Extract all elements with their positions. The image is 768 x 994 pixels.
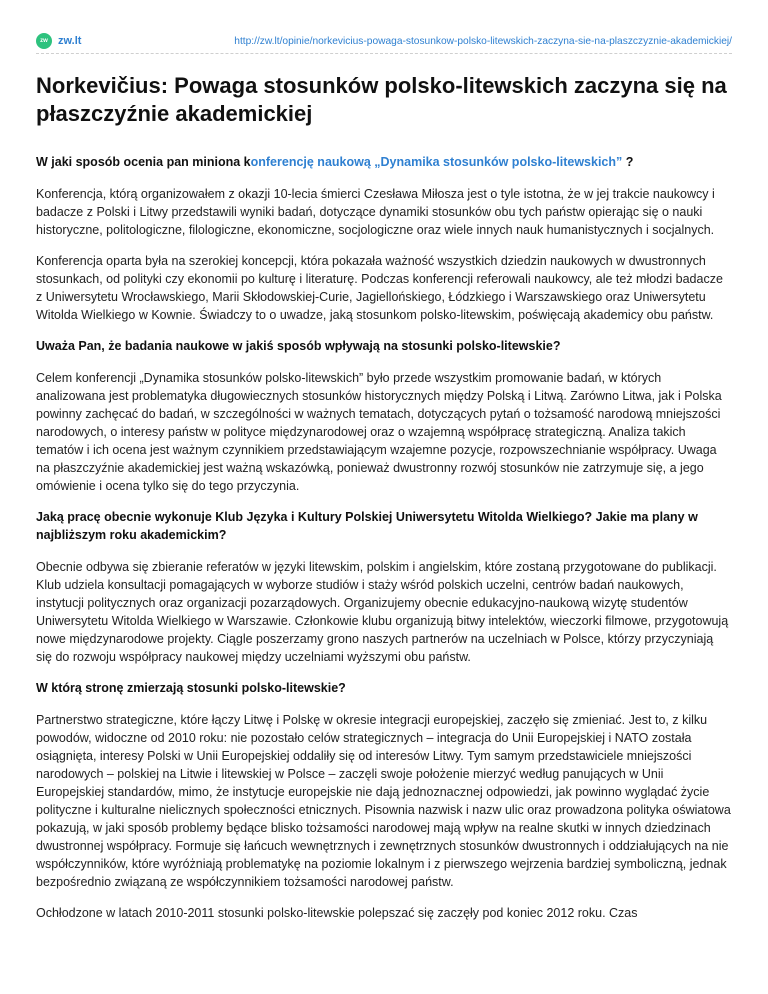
question-2: Uważa Pan, że badania naukowe w jakiś sposób wpływają na stosunki polsko-litewskie? xyxy=(36,339,561,353)
question-4: W którą stronę zmierzają stosunki polsko-litewskie? xyxy=(36,681,346,695)
page-header xyxy=(36,30,732,52)
site-name-link[interactable]: zw.lt xyxy=(58,35,82,47)
conference-link[interactable]: onferencję naukową „Dynamika stosunków polsko-litewskich” xyxy=(250,155,623,169)
question-1-suffix: ? xyxy=(622,155,634,169)
paragraph-3: Celem konferencji „Dynamika stosunków polsko-litewskich” było przede wszystkim promowanie badań, w których analizowana jest problematyka długowiecznych stosunków historycznych między Polską i Litwą. Zarówno Litwa, jak i Polska powinny zachęcać do badań, w szczególności w ważnych tematach, dotyczących pytań o tożsamość narodową mniejszości narodowych, o interesy państw w polityce międzynarodowej oraz o wzajemną współpracę strategiczną. Analiza takich tematów i ich ocena jest ważnym czynnikiem przedstawiającym wzajemne pozycje, rozpowszechnianie współpracy. Uwaga na płaszczyźnie akademickiej jest ważną wskazówką, ponieważ dwustronny rozwój stosunków nie zatrzymuje się, a jego omówienie i ocena tylko się do tego przyczynia. xyxy=(36,371,722,493)
article-body xyxy=(36,72,732,935)
paragraph-1: Konferencja, którą organizowałem z okazji 10-lecia śmierci Czesława Miłosza jest o tyle istotna, że w jej trakcie naukowcy i badacze z Polski i Litwy przedstawili wyniki badań, dotyczące dynamiki stosunków obu tych państw opierając się o nauki historyczne, politologiczne, filologiczne, ekonomiczne, socjologiczne oraz wiele innych nauk humanistycznych i socjalnych. xyxy=(36,187,715,237)
question-1 xyxy=(36,153,732,171)
paragraph-4: Obecnie odbywa się zbieranie referatów w języki litewskim, polskim i angielskim, które zostaną przygotowane do publikacji. Klub udziela konsultacji pomagających w wyborze studiów i staży wśród polskich uczelni, centrów badań naukowych, instytucji politycznych oraz organizacji pozarządowych. Organizujemy obecnie edukacyjno-naukową wizytę studentów Uniwersytetu Witolda Wielkiego w Warszawie. Członkowie klubu organizują bitwy intelektów, wieczorki filmowe, przygotowują nowe międzynarodowe projekty. Ciągle poszerzamy grono naszych partnerów na uczelniach w Polsce, którzy przyczyniają się do rozwoju współpracy naukowej między uczelniami wyższymi obu państw. xyxy=(36,560,729,664)
site-logo-icon: zw xyxy=(36,33,52,49)
article-title: Norkevičius: Powaga stosunków polsko-litewskich zaczyna się na płaszczyźnie akademickiej xyxy=(36,73,727,126)
header-divider xyxy=(36,53,732,54)
question-1-prefix: W jaki sposób ocenia pan miniona k xyxy=(36,155,251,169)
paragraph-2: Konferencja oparta była na szerokiej koncepcji, która pokazała ważność wszystkich dziedzin naukowych w dwustronnych stosunkach, od polityki czy ekonomii po kulturę i literaturę. Podczas konferencji referowali naukowcy, ale też młodzi badacze z Uniwersytetu Wrocławskiego, Marii Skłodowskiej-Curie, Jagiellońskiego, Łódzkiego i Warszawskiego oraz Uniwersytetu Witolda Wielkiego w Kownie. Świadczy to o uwadze, jaką stosunkom polsko-litewskim, poświęcają akademicy obu państw. xyxy=(36,254,723,322)
source-url-link[interactable]: http://zw.lt/opinie/norkevicius-powaga-stosunkow-polsko-litewskich-zaczyna-sie-na-plaszczyznie-akademickiej/ xyxy=(234,35,732,47)
paragraph-6: Ochłodzone w latach 2010-2011 stosunki polsko-litewskie polepszać się zaczęły pod koniec 2012 roku. Czas xyxy=(36,906,638,920)
question-3: Jaką pracę obecnie wykonuje Klub Języka i Kultury Polskiej Uniwersytetu Witolda Wielkiego? Jakie ma plany w najbliższym roku akademickim? xyxy=(36,510,698,542)
paragraph-5: Partnerstwo strategiczne, które łączy Litwę i Polskę w okresie integracji europejskiej, zaczęło się zmieniać. Jest to, z kilku powodów, widoczne od 2010 roku: nie pozostało celów strategicznych – integracja do Unii Europejskiej i NATO została osiągnięta, interesy Polski w Unii Europejskiej oddaliły się od interesów Litwy. Tym samym przedstawiciele mniejszości narodowych – polskiej na Litwie i litewskiej w Polsce – zaczęli swoje położenie mierzyć według panujących w Unii Europejskiej standardów, mimo, że instytucje europejskie nie dają jednoznacznej odpowiedzi, jak powinno wyglądać życie polityczne i kulturalne nielicznych społeczności etnicznych. Pisownia nazwisk i nazw ulic oraz prowadzona polityka oświatowa pokazują, w jaki sposób problemy będące blisko tożsamości narodowej mają wpływ na realne skutki w innych dziedzinach dwustronnej współpracy. Formuje się łańcuch wewnętrznych i zewnętrznych stosunków dwustronnych i oddziałujących na nie współczynników, które wyróżniają problematykę na poziomie lokalnym i z pierwszego wejrzenia bardziej symboliczną, jednak bezpośrednio związaną ze współczynnikiem tożsamości narodowej państw. xyxy=(36,713,731,889)
site-brand[interactable] xyxy=(36,33,81,49)
